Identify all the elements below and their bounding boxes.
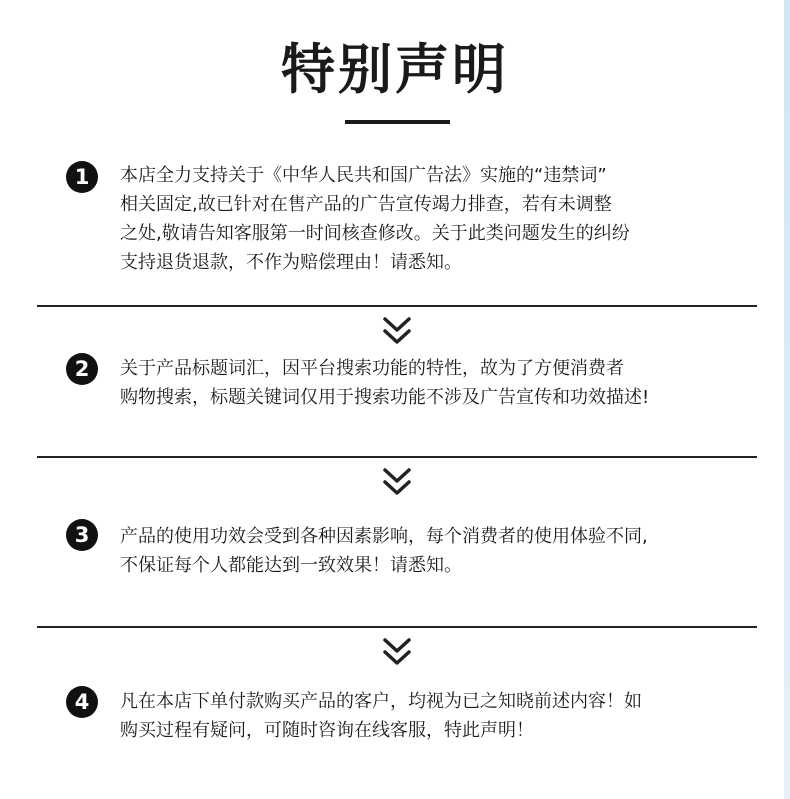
section-divider-3 <box>37 626 757 628</box>
double-chevron-down-icon <box>381 315 413 347</box>
page-title: 特别声明 <box>281 38 509 101</box>
number-badge-1: 1 <box>66 161 98 193</box>
notice-text-1 <box>120 161 760 277</box>
notice-line: 凡在本店下单付款购买产品的客户，均视为已之知晓前述内容！如 <box>120 691 642 712</box>
notice-line: 支持退货退款，不作为赔偿理由！请悉知。 <box>120 252 462 273</box>
notice-line: 不保证每个人都能达到一致效果！请悉知。 <box>120 555 462 576</box>
notice-line: 本店全力支持关于《中华人民共和国广告法》实施的“违禁词” <box>120 165 607 186</box>
double-chevron-down-icon <box>381 466 413 498</box>
notice-text-2 <box>120 354 760 412</box>
number-badge-4: 4 <box>66 686 98 718</box>
section-divider-1 <box>37 305 757 307</box>
title-underline <box>345 120 450 124</box>
number-badge-3: 3 <box>66 519 98 551</box>
double-chevron-down-icon <box>381 636 413 668</box>
notice-line: 购物搜索，标题关键词仅用于搜索功能不涉及广告宣传和功效描述! <box>120 387 650 408</box>
notice-text-4 <box>120 687 760 745</box>
notice-line: 产品的使用功效会受到各种因素影响，每个消费者的使用体验不同, <box>120 526 648 547</box>
notice-line: 关于产品标题词汇，因平台搜索功能的特性，故为了方便消费者 <box>120 358 624 379</box>
notice-line: 购买过程有疑问，可随时咨询在线客服，特此声明！ <box>120 720 534 741</box>
notice-text-3 <box>120 522 760 580</box>
section-divider-2 <box>37 456 757 458</box>
decorative-side-strip <box>784 0 790 799</box>
number-badge-2: 2 <box>66 353 98 385</box>
notice-line: 相关固定,故已针对在售产品的广告宣传竭力排查，若有未调整 <box>120 194 612 215</box>
notice-line: 之处,敬请告知客服第一时间核查修改。关于此类问题发生的纠纷 <box>120 223 630 244</box>
